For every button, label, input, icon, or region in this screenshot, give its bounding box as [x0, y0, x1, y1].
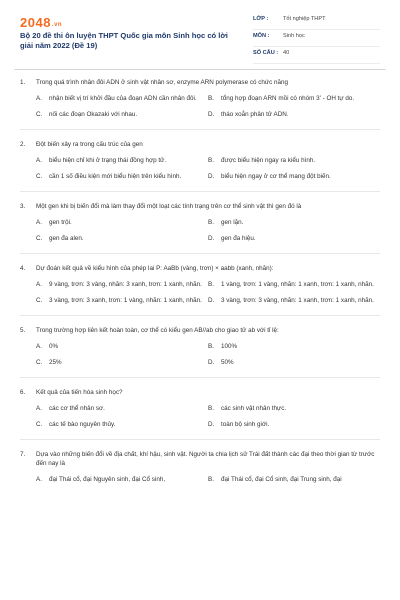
option-letter: A.	[36, 95, 42, 102]
option-c[interactable]	[36, 296, 208, 305]
options	[20, 280, 380, 312]
option-letter: A.	[36, 157, 42, 164]
question-number: 3.	[20, 203, 26, 210]
option-a[interactable]	[36, 404, 208, 413]
meta-key: MÔN :	[253, 33, 270, 39]
option-text: 100%	[221, 343, 238, 350]
meta-value: 40	[283, 50, 290, 56]
option-c[interactable]	[36, 110, 208, 119]
option-text: 25%	[49, 359, 62, 366]
option-text: biểu hiện chỉ khi ở trạng thái đồng hợp tử.	[49, 157, 167, 164]
option-text: cần 1 số điều kiện mới biểu hiện trên kiểu hình.	[49, 173, 182, 180]
question-separator	[20, 253, 380, 254]
option-text: gen đa hiệu.	[221, 235, 256, 242]
options	[20, 475, 380, 491]
question-number: 1.	[20, 79, 26, 86]
question-7	[20, 450, 380, 491]
options	[20, 404, 380, 436]
option-text: 1 vàng, trơn: 1 vàng, nhăn: 1 xanh, trơn: 1 xanh, nhăn.	[221, 281, 374, 288]
question-6	[20, 388, 380, 440]
option-b[interactable]	[208, 342, 380, 351]
option-a[interactable]	[36, 342, 208, 351]
question-number: 7.	[20, 451, 26, 458]
meta-row-subject	[253, 33, 380, 47]
option-text: toàn bộ sinh giới.	[221, 421, 270, 428]
question-stem	[20, 140, 380, 149]
option-a[interactable]	[36, 156, 208, 165]
option-text: gen đa alen.	[49, 235, 84, 242]
option-b[interactable]	[208, 475, 380, 484]
option-b[interactable]	[208, 218, 380, 227]
option-b[interactable]	[208, 404, 380, 413]
meta-value: Sinh học	[283, 33, 305, 39]
option-b[interactable]	[208, 156, 380, 165]
question-number: 4.	[20, 265, 26, 272]
option-letter: D.	[208, 173, 215, 180]
option-d[interactable]	[208, 172, 380, 181]
option-d[interactable]	[208, 358, 380, 367]
option-b[interactable]	[208, 94, 380, 103]
option-letter: B.	[208, 476, 214, 483]
option-letter: D.	[208, 111, 215, 118]
option-letter: C.	[36, 421, 43, 428]
question-text: Dự đoán kết quả về kiểu hình của phép lai P: AaBb (vàng, trơn) × aabb (xanh, nhăn):	[36, 265, 274, 272]
option-letter: B.	[208, 157, 214, 164]
logo-suffix: .vn	[51, 22, 63, 28]
question-text: Đột biến xảy ra trong cấu trúc của gen	[36, 141, 143, 148]
option-text: các tế bào nguyên thủy.	[49, 421, 116, 428]
option-letter: C.	[36, 359, 43, 366]
question-stem	[20, 388, 380, 397]
site-logo[interactable]	[20, 15, 62, 30]
option-d[interactable]	[208, 420, 380, 429]
question-4	[20, 264, 380, 316]
option-text: được biểu hiện ngay ra kiểu hình.	[221, 157, 316, 164]
question-2	[20, 140, 380, 192]
option-d[interactable]	[208, 296, 380, 305]
option-letter: B.	[208, 219, 214, 226]
options	[20, 342, 380, 374]
meta-key: LỚP :	[253, 16, 269, 22]
question-text: Kết quả của tiến hóa sinh học?	[36, 389, 123, 396]
question-stem	[20, 450, 380, 468]
meta-row-grade	[253, 16, 380, 30]
option-text: đại Thái cổ, đại Nguyên sinh, đại Cổ sinh,	[49, 476, 166, 483]
options	[20, 156, 380, 188]
option-text: tổng hợp đoạn ARN mồi có nhóm 3' - OH tự do.	[221, 95, 355, 102]
option-text: đại Thái cổ, đại Cổ sinh, đại Trung sinh, đại	[221, 476, 342, 483]
document-header	[20, 14, 380, 62]
option-c[interactable]	[36, 420, 208, 429]
option-letter: D.	[208, 235, 215, 242]
meta-key: SỐ CÂU :	[253, 50, 279, 56]
question-separator	[20, 377, 380, 378]
question-separator	[20, 315, 380, 316]
option-text: 50%	[221, 359, 234, 366]
question-5	[20, 326, 380, 378]
option-letter: A.	[36, 476, 42, 483]
options	[20, 94, 380, 126]
meta-row-question-count	[253, 50, 380, 64]
question-text: Trong trường hợp liên kết hoàn toàn, cơ thể có kiểu gen AB//ab cho giao tử ab với tỉ lệ:	[36, 327, 279, 334]
option-letter: A.	[36, 281, 42, 288]
option-text: tháo xoắn phân tử ADN.	[221, 111, 289, 118]
option-letter: C.	[36, 235, 43, 242]
question-separator	[20, 439, 380, 440]
question-separator	[20, 191, 380, 192]
option-d[interactable]	[208, 110, 380, 119]
option-letter: C.	[36, 297, 43, 304]
option-letter: A.	[36, 343, 42, 350]
question-text: Trong quá trình nhân đôi ADN ở sinh vật nhân sơ, enzyme ARN polymerase có chức năng	[36, 79, 289, 86]
option-letter: B.	[208, 95, 214, 102]
option-letter: D.	[208, 359, 215, 366]
option-c[interactable]	[36, 172, 208, 181]
option-text: các cơ thể nhân sơ.	[49, 405, 105, 412]
option-text: 3 vàng, trơn: 3 xanh, trơn: 1 vàng, nhăn: 1 xanh, nhăn.	[49, 297, 202, 304]
question-stem	[20, 78, 380, 87]
option-a[interactable]	[36, 475, 208, 484]
question-number: 2.	[20, 141, 26, 148]
option-a[interactable]	[36, 218, 208, 227]
question-stem	[20, 326, 380, 335]
question-3	[20, 202, 380, 254]
option-text: nhận biết vị trí khởi đầu của đoạn ADN cần nhân đôi.	[49, 95, 197, 102]
option-c[interactable]	[36, 358, 208, 367]
option-a[interactable]	[36, 94, 208, 103]
option-letter: D.	[208, 421, 215, 428]
option-letter: B.	[208, 281, 214, 288]
option-letter: B.	[208, 343, 214, 350]
option-text: các sinh vật nhân thực.	[221, 405, 287, 412]
document-title: Bộ 20 đề thi ôn luyện THPT Quốc gia môn Sinh học có lời giải năm 2022 (Đề 19)	[20, 31, 228, 50]
option-letter: A.	[36, 219, 42, 226]
options	[20, 218, 380, 250]
logo-main: 2048	[20, 15, 51, 30]
question-text: Một gen khi bị biến đổi mà làm thay đổi một loạt các tính trạng trên cơ thể sinh vật thì gen đó là	[36, 203, 302, 210]
option-a[interactable]	[36, 280, 208, 289]
header-divider	[14, 69, 386, 70]
option-text: 9 vàng, trơn: 3 vàng, nhăn: 3 xanh, trơn: 1 xanh, nhăn.	[49, 281, 202, 288]
question-list	[20, 78, 380, 491]
option-d[interactable]	[208, 234, 380, 243]
option-letter: C.	[36, 111, 43, 118]
question-1	[20, 78, 380, 130]
option-letter: B.	[208, 405, 214, 412]
question-text: Dựa vào những biến đổi về địa chất, khí hậu, sinh vật. Người ta chia lịch sử Trái đất thành các đại theo thời gian từ trước đến nay là	[36, 451, 375, 467]
option-letter: D.	[208, 297, 215, 304]
question-stem	[20, 202, 380, 211]
option-text: 0%	[49, 343, 59, 350]
option-c[interactable]	[36, 234, 208, 243]
question-stem	[20, 264, 380, 273]
question-number: 6.	[20, 389, 26, 396]
option-letter: A.	[36, 405, 42, 412]
option-b[interactable]	[208, 280, 380, 289]
document-meta	[253, 16, 380, 67]
option-text: biểu hiện ngay ở cơ thể mang đột biến.	[221, 173, 331, 180]
option-text: 3 vàng, trơn: 3 vàng, nhăn: 1 xanh, trơn: 1 xanh, nhăn.	[221, 297, 374, 304]
question-number: 5.	[20, 327, 26, 334]
option-text: nối các đoạn Okazaki với nhau.	[49, 111, 138, 118]
option-text: gen lặn.	[221, 219, 244, 226]
option-text: gen trội.	[49, 219, 72, 226]
question-separator	[20, 129, 380, 130]
option-letter: C.	[36, 173, 43, 180]
meta-value: Tốt nghiệp THPT	[283, 16, 326, 22]
